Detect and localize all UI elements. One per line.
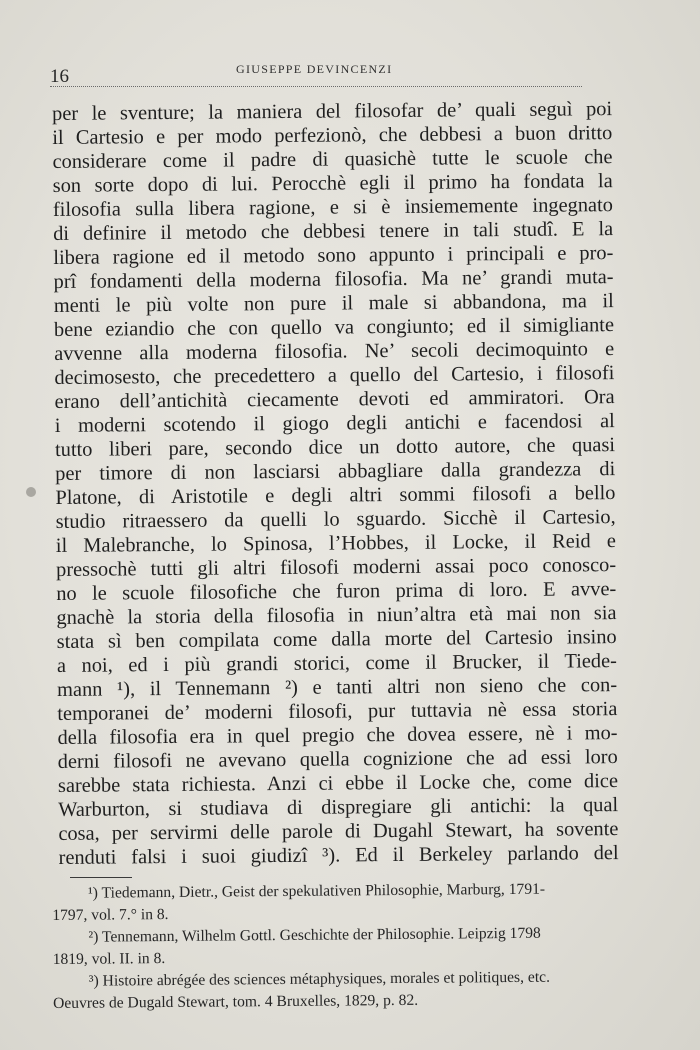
body-line: di definire il metodo che debbesi tenere in tali studî. E la (53, 218, 614, 245)
body-line: bene eziandio che con quello va congiunto; ed il simigliante (53, 314, 615, 341)
footnote-text: Oeuvres de Dugald Stewart, tom. 4 Bruxelles, 1829, p. 82. (52, 991, 419, 1012)
body-line: il Malebranche, lo Spinosa, l’Hobbes, il Locke, il Reid e (55, 530, 616, 557)
body-line: della filosofia era in quel pregio che dovea essere, nè i mo- (57, 722, 618, 749)
body-line: studio ritraessero da quelli lo sguardo. Sicchè il Cartesio, (55, 506, 616, 533)
body-line: erano dell’antichità ciecamente devoti ed ammiratori. Ora (54, 386, 615, 413)
margin-mark (26, 487, 36, 497)
body-line: menti le più volte non pure il male si abbandona, ma il (53, 290, 614, 317)
body-line: libera ragione ed il metodo sono appunto i principali e pro- (53, 242, 614, 269)
footnote-text: Histoire abrégée des sciences métaphysiques, morales et politiques, etc. (102, 968, 551, 990)
footnote-rule (70, 877, 132, 878)
body-line: per le sventure; la maniera del filosofar de’ quali seguì poi (52, 98, 613, 125)
body-line: Warburton, si studiava di dispregiare gli antichi: la qual (58, 794, 619, 821)
body-line: no le scuole filosofiche che furon prima di loro. E avve- (56, 578, 617, 605)
body-line: renduti falsi i suoi giudizî ³). Ed il Berkeley parlando del (58, 842, 619, 869)
body-line: tutto liberi pare, secondo dice un dotto autore, che quasi (54, 434, 616, 461)
body-line: sarebbe stata richiesta. Anzi ci ebbe il Locke che, come dice (57, 770, 619, 797)
body-line: mann ¹), il Tennemann ²) e tanti altri non sieno che con- (57, 674, 618, 701)
footnote-text: Tennemann, Wilhelm Gottl. Geschichte der Philosophie. Leipzig 1798 (101, 924, 541, 946)
body-line: stata sì ben compilata come dalla morte del Cartesio insino (56, 626, 617, 653)
body-line: avvenne alla moderna filosofia. Ne’ secoli decimoquinto e (54, 338, 615, 365)
body-line: gnachè la storia della filosofia in niun’altra età mai non sia (56, 602, 617, 629)
body-line: temporanei de’ moderni filosofi, pur tuttavia nè essa storia (57, 698, 618, 725)
body-line: cosa, per servirmi delle parole di Dugahl Stewart, ha sovente (58, 818, 619, 845)
footnote-text: Tiedemann, Dietr., Geist der spekulativen Philosophie, Marburg, 1791- (101, 880, 546, 902)
body-line: a noi, ed i più grandi storici, come il Brucker, il Tiede- (56, 650, 617, 677)
running-head: GIUSEPPE DEVINCENZI (236, 62, 393, 76)
footnote-line (53, 988, 608, 1015)
page-header (50, 60, 582, 87)
footnote-marker: ²) (88, 928, 99, 946)
body-line: per timore di non lasciarsi abbagliare dalla grandezza di (55, 458, 616, 485)
body-line: derni filosofi ne avevano quella cognizione che ad essi loro (57, 746, 618, 773)
body-line: filosofia sulla libera ragione, e si è insiememente ingegnato (52, 194, 614, 221)
body-line: decimosesto, che precedettero a quello del Cartesio, i filosofi (54, 362, 615, 389)
body-text (52, 97, 619, 870)
body-line: son sorte dopo di lui. Perocchè egli il primo ha fondata la (52, 170, 613, 197)
body-line: considerare come il padre di quasichè tutte le scuole che (52, 146, 613, 173)
body-line: prî fondamenti della moderna filosofia. Ma ne’ grandi muta- (53, 266, 614, 293)
footnote-text: 1819, vol. II. in 8. (52, 950, 166, 968)
body-line: pressochè tutti gli altri filosofi moderni assai poco conosco- (55, 554, 617, 581)
body-line: il Cartesio e per modo perfezionò, che debbesi a buon dritto (52, 122, 613, 149)
footnote-marker: ³) (88, 972, 99, 990)
footnotes (52, 878, 608, 1015)
body-line: Platone, di Aristotile e degli altri sommi filosofi a bello (55, 482, 616, 509)
footnote-marker: ¹) (88, 884, 99, 902)
page-number: 16 (50, 66, 69, 87)
body-line: i moderni scotendo il giogo degli antichi e facendosi al (54, 410, 615, 437)
footnote-text: 1797, vol. 7.° in 8. (52, 905, 169, 924)
